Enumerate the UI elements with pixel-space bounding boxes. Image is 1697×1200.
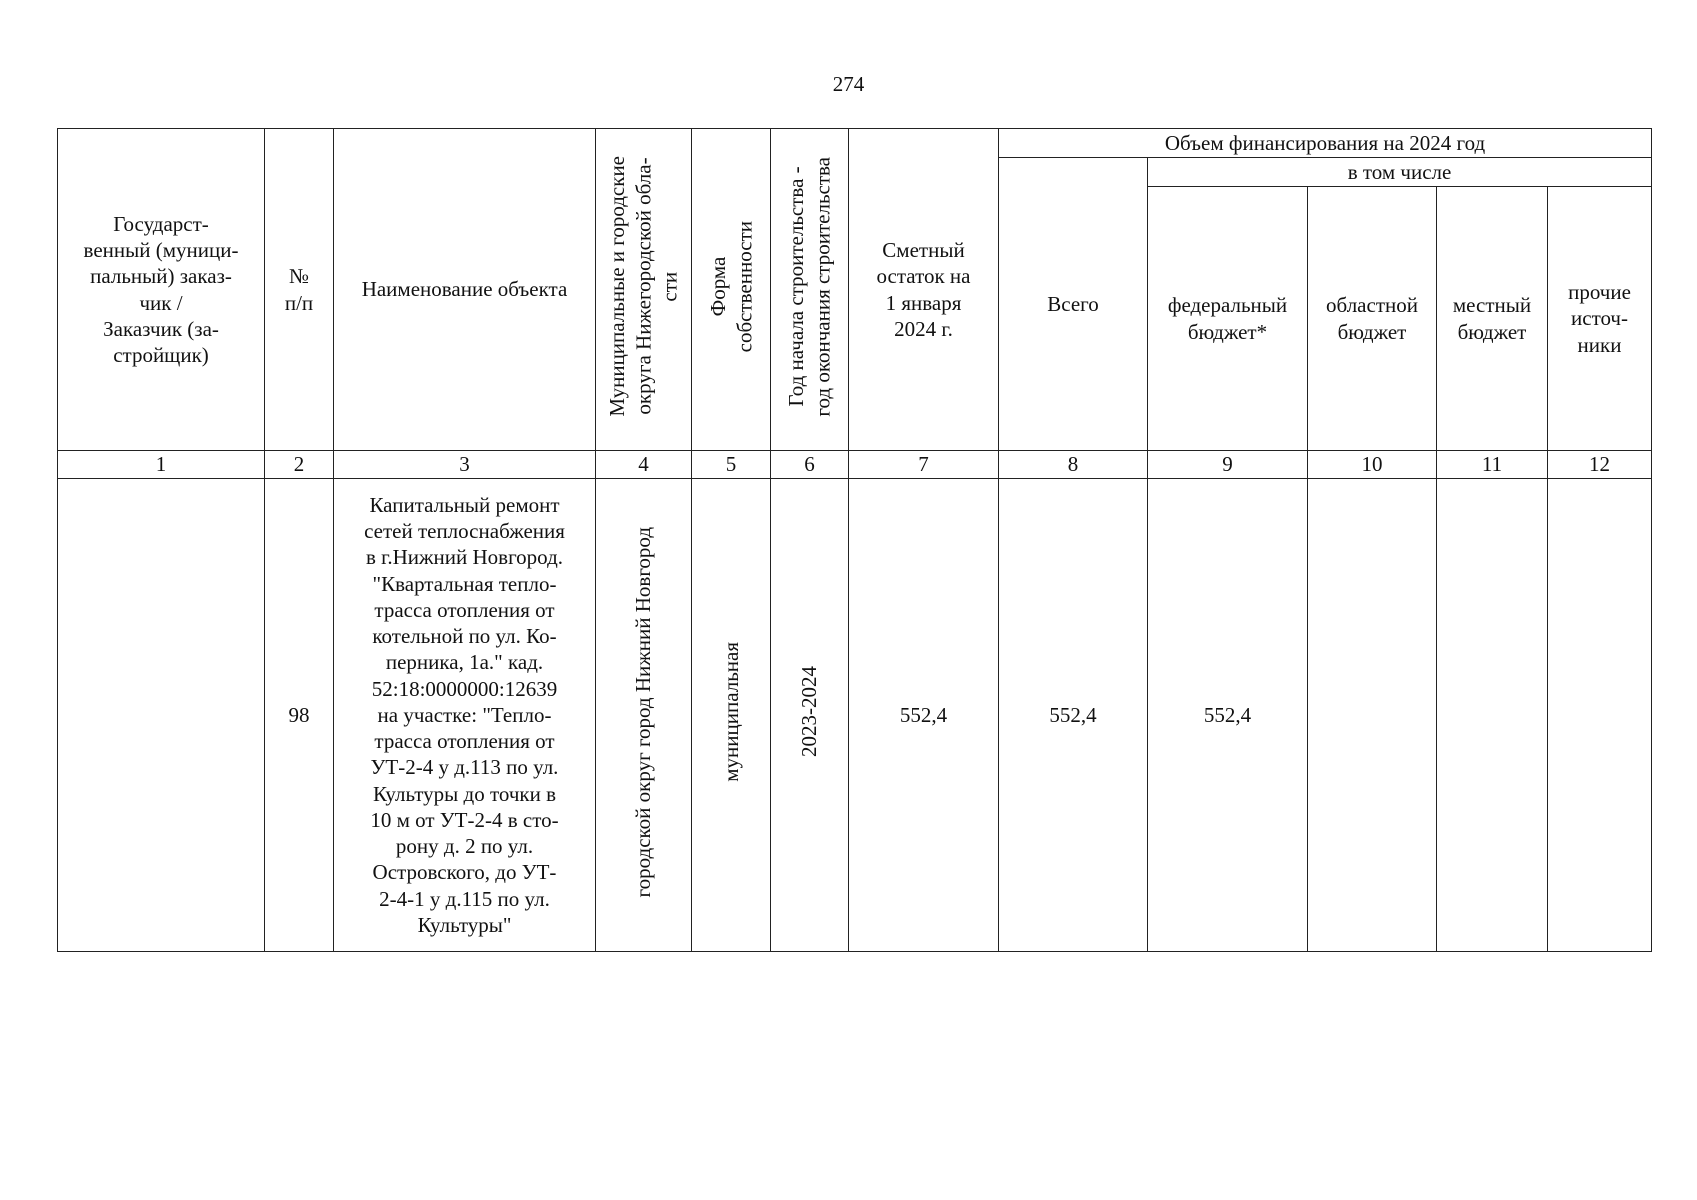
column-number: 8 bbox=[999, 451, 1148, 479]
column-number: 11 bbox=[1437, 451, 1548, 479]
header-financing: Объем финансирования на 2024 год bbox=[999, 129, 1652, 158]
cell-municipality: городской округ город Нижний Новгород bbox=[596, 479, 692, 952]
table-row bbox=[58, 479, 1652, 952]
header-including: в том числе bbox=[1148, 158, 1652, 187]
column-number: 1 bbox=[58, 451, 265, 479]
cell-customer bbox=[58, 479, 265, 952]
header-number: № п/п bbox=[265, 129, 334, 451]
header-object-name: Наименование объекта bbox=[334, 129, 596, 451]
header-years: Год начала строительства - год окончания строительства bbox=[771, 129, 849, 451]
column-number: 12 bbox=[1548, 451, 1652, 479]
cell-number: 98 bbox=[265, 479, 334, 952]
cell-regional bbox=[1308, 479, 1437, 952]
header-other: прочие источ- ники bbox=[1548, 187, 1652, 451]
column-number: 10 bbox=[1308, 451, 1437, 479]
header-row-1 bbox=[58, 129, 1652, 158]
column-number: 9 bbox=[1148, 451, 1308, 479]
cell-remainder: 552,4 bbox=[849, 479, 999, 952]
cell-total: 552,4 bbox=[999, 479, 1148, 952]
header-ownership: Форма собственности bbox=[692, 129, 771, 451]
cell-local bbox=[1437, 479, 1548, 952]
cell-years: 2023-2024 bbox=[771, 479, 849, 952]
column-number: 5 bbox=[692, 451, 771, 479]
column-number: 6 bbox=[771, 451, 849, 479]
header-local: местный бюджет bbox=[1437, 187, 1548, 451]
column-number: 7 bbox=[849, 451, 999, 479]
cell-object-name: Капитальный ремонт сетей теплоснабжения в г.Нижний Новгород. "Квартальная тепло- трасса отопления от котельной по ул. Ко- перника, 1а." кад. 52:18:0000000:12639 на участке: "Тепло- трасса отопления от УТ-2-4 у д.113 по ул. Культуры до точки в 10 м от УТ-2-4 в сто- рону д. 2 по ул. Островского, до УТ- 2-4-1 у д.115 по ул. Культуры" bbox=[334, 479, 596, 952]
header-municipality: Муниципальные и городские округа Нижегородской обла- сти bbox=[596, 129, 692, 451]
cell-other bbox=[1548, 479, 1652, 952]
header-regional: областной бюджет bbox=[1308, 187, 1437, 451]
header-federal: федеральный бюджет* bbox=[1148, 187, 1308, 451]
cell-ownership: муниципальная bbox=[692, 479, 771, 952]
column-number: 4 bbox=[596, 451, 692, 479]
header-total: Всего bbox=[999, 158, 1148, 451]
financing-table bbox=[57, 128, 1652, 952]
header-remainder: Сметный остаток на 1 января 2024 г. bbox=[849, 129, 999, 451]
cell-federal: 552,4 bbox=[1148, 479, 1308, 952]
page-number: 274 bbox=[832, 72, 865, 96]
column-number: 3 bbox=[334, 451, 596, 479]
header-customer: Государст- венный (муници- пальный) заказ- чик / Заказчик (за- стройщик) bbox=[58, 129, 265, 451]
column-number-row bbox=[58, 451, 1652, 479]
column-number: 2 bbox=[265, 451, 334, 479]
